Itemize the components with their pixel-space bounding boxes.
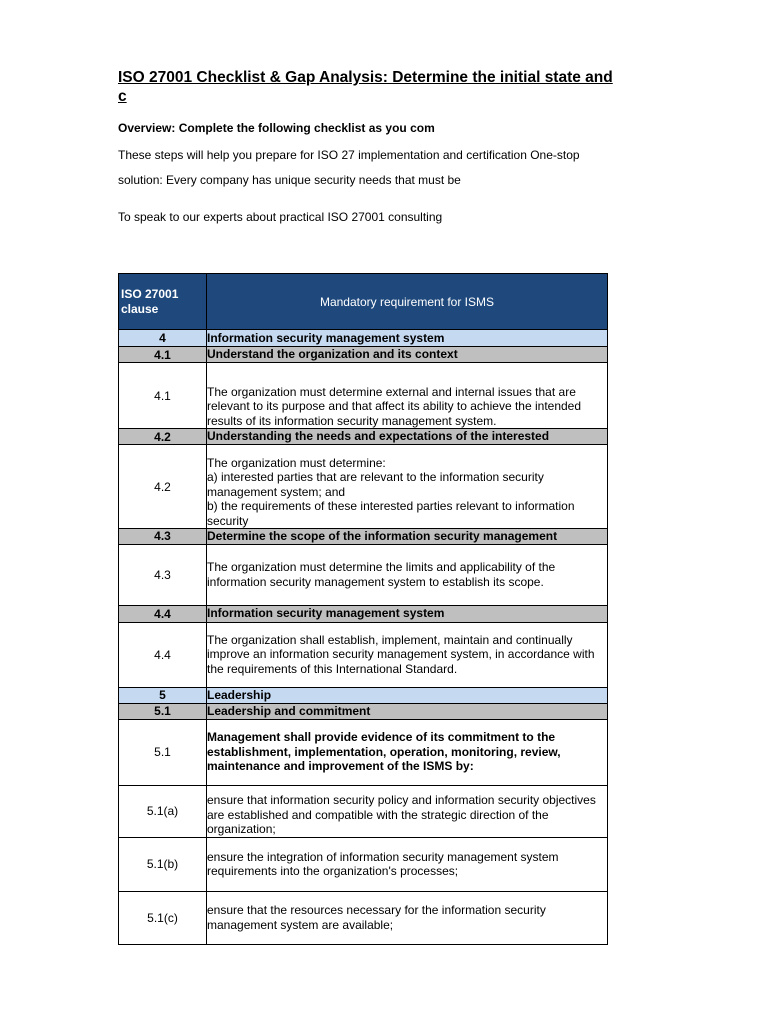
- clause-number: 5.1(c): [119, 891, 207, 944]
- clause-number: 5.1: [119, 719, 207, 785]
- requirement-text: Management shall provide evidence of its commitment to the establishment, implementation, operation, monitoring, review, maintenance and improvement of the ISMS by:: [207, 719, 608, 785]
- requirement-line: b) the requirements of these interested parties relevant to information security: [207, 499, 575, 528]
- clause-number: 4.1: [119, 363, 207, 429]
- requirement-text: ensure the integration of information security management system requirements into the organization's processes;: [207, 837, 608, 891]
- subsection-row: [119, 529, 608, 545]
- clause-number: 4.3: [119, 544, 207, 605]
- subsection-title: Understanding the needs and expectations of the interested: [207, 429, 608, 445]
- contact-paragraph: To speak to our experts about practical ISO 27001 consulting: [118, 210, 443, 224]
- requirement-text: The organization must determine external and internal issues that are relevant to its purpose and that affect its ability to achieve the intended results of its information security management system.: [207, 363, 608, 429]
- requirement-row: [119, 363, 608, 429]
- header-clause: ISO 27001 clause: [119, 274, 207, 330]
- clause-number: 5.1: [119, 703, 207, 719]
- subsection-title: Determine the scope of the information security management: [207, 529, 608, 545]
- subsection-title: Leadership and commitment: [207, 703, 608, 719]
- requirement-text: [207, 445, 608, 529]
- requirement-text: ensure that information security policy and information security objectives are established and compatible with the strategic direction of the organization;: [207, 785, 608, 837]
- requirement-text: ensure that the resources necessary for the information security management system are available;: [207, 891, 608, 944]
- clause-number: 4.1: [119, 347, 207, 363]
- requirement-row: [119, 622, 608, 687]
- document-title: ISO 27001 Checklist & Gap Analysis: Determine the initial state and c: [118, 69, 613, 105]
- header-requirement: Mandatory requirement for ISMS: [207, 274, 608, 330]
- requirement-line: The organization must determine:: [207, 455, 386, 470]
- requirement-row: [119, 785, 608, 837]
- clause-number: 5: [119, 687, 207, 703]
- subsection-row: [119, 429, 608, 445]
- section-row: [119, 330, 608, 347]
- clause-number: 4.4: [119, 622, 207, 687]
- requirement-row: [119, 719, 608, 785]
- clause-number: 4.2: [119, 429, 207, 445]
- subsection-title: Information security management system: [207, 605, 608, 622]
- subsection-row: [119, 703, 608, 719]
- clause-number: 4.4: [119, 605, 207, 622]
- section-row: [119, 687, 608, 703]
- overview-heading: Overview: Complete the following checklist as you com: [118, 121, 435, 135]
- requirement-text: The organization must determine the limits and applicability of the information security management system to establish its scope.: [207, 544, 608, 605]
- subsection-row: [119, 347, 608, 363]
- clause-number: 4.3: [119, 529, 207, 545]
- clause-number: 5.1(a): [119, 785, 207, 837]
- checklist-table: [118, 273, 608, 945]
- clause-number: 4.2: [119, 445, 207, 529]
- requirement-row: [119, 891, 608, 944]
- subsection-row: [119, 605, 608, 622]
- section-title: Information security management system: [207, 330, 608, 347]
- requirement-row: [119, 837, 608, 891]
- intro-paragraph: These steps will help you prepare for ISO 27 implementation and certification One-stop solution: Every company has unique security needs that must be: [118, 148, 580, 187]
- requirement-row: [119, 445, 608, 529]
- table-header-row: [119, 274, 608, 330]
- requirement-line: a) interested parties that are relevant to the information security management system; and: [207, 470, 544, 499]
- section-title: Leadership: [207, 687, 608, 703]
- clause-number: 4: [119, 330, 207, 347]
- requirement-text: The organization shall establish, implement, maintain and continually improve an information security management system, in accordance with the requirements of this International Standard.: [207, 622, 608, 687]
- subsection-title: Understand the organization and its context: [207, 347, 608, 363]
- requirement-row: [119, 544, 608, 605]
- clause-number: 5.1(b): [119, 837, 207, 891]
